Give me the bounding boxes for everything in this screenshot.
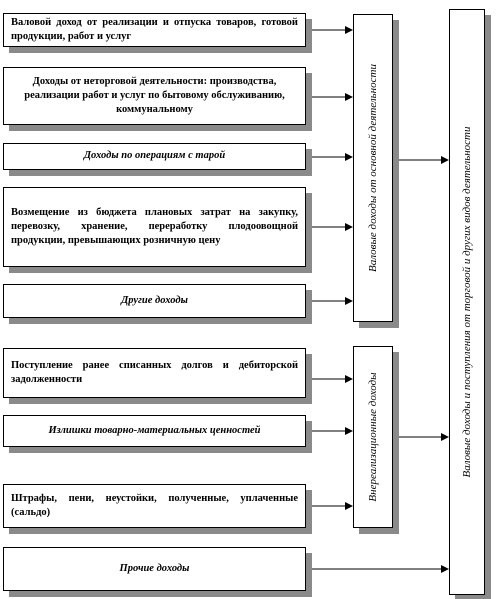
box-fines-penalties-text: Штрафы, пени, неустойки, полученные, уплаченные (сальдо) (11, 492, 298, 518)
box-inventory-surplus-text: Излишки товарно-материальных ценностей (48, 424, 261, 436)
box-gross-income-sales-text: Валовой доход от реализации и отпуска товаров, готовой продукции, работ и услуг (11, 16, 298, 42)
box-container-ops-income-text: Доходы по операциям с тарой (83, 150, 226, 162)
box-budget-compensation-text: Возмещение из бюджета плановых затрат на закупку, перевозку, хранение, переработку плодоовощной продукции, превышающих розничную цену (11, 206, 298, 247)
box-non-operating-income-text: Внереализационные доходы (367, 372, 379, 502)
box-other-income-text: Другие доходы (121, 294, 188, 306)
box-non-trade-income-text: Доходы от неторговой деятельности: производства, реализации работ и услуг по бытовому обслуживанию, коммунальному (24, 75, 285, 116)
box-written-off-debts-text: Поступление ранее списанных долгов и дебиторской задолженности (11, 359, 298, 385)
box-core-activity-income-text: Валовые доходы от основной деятельности (367, 64, 379, 272)
box-total-gross-income-text: Валовые доходы и поступления от торговой и других видов деятельности (461, 126, 473, 478)
box-misc-income-text: Прочие доходы (119, 562, 190, 574)
